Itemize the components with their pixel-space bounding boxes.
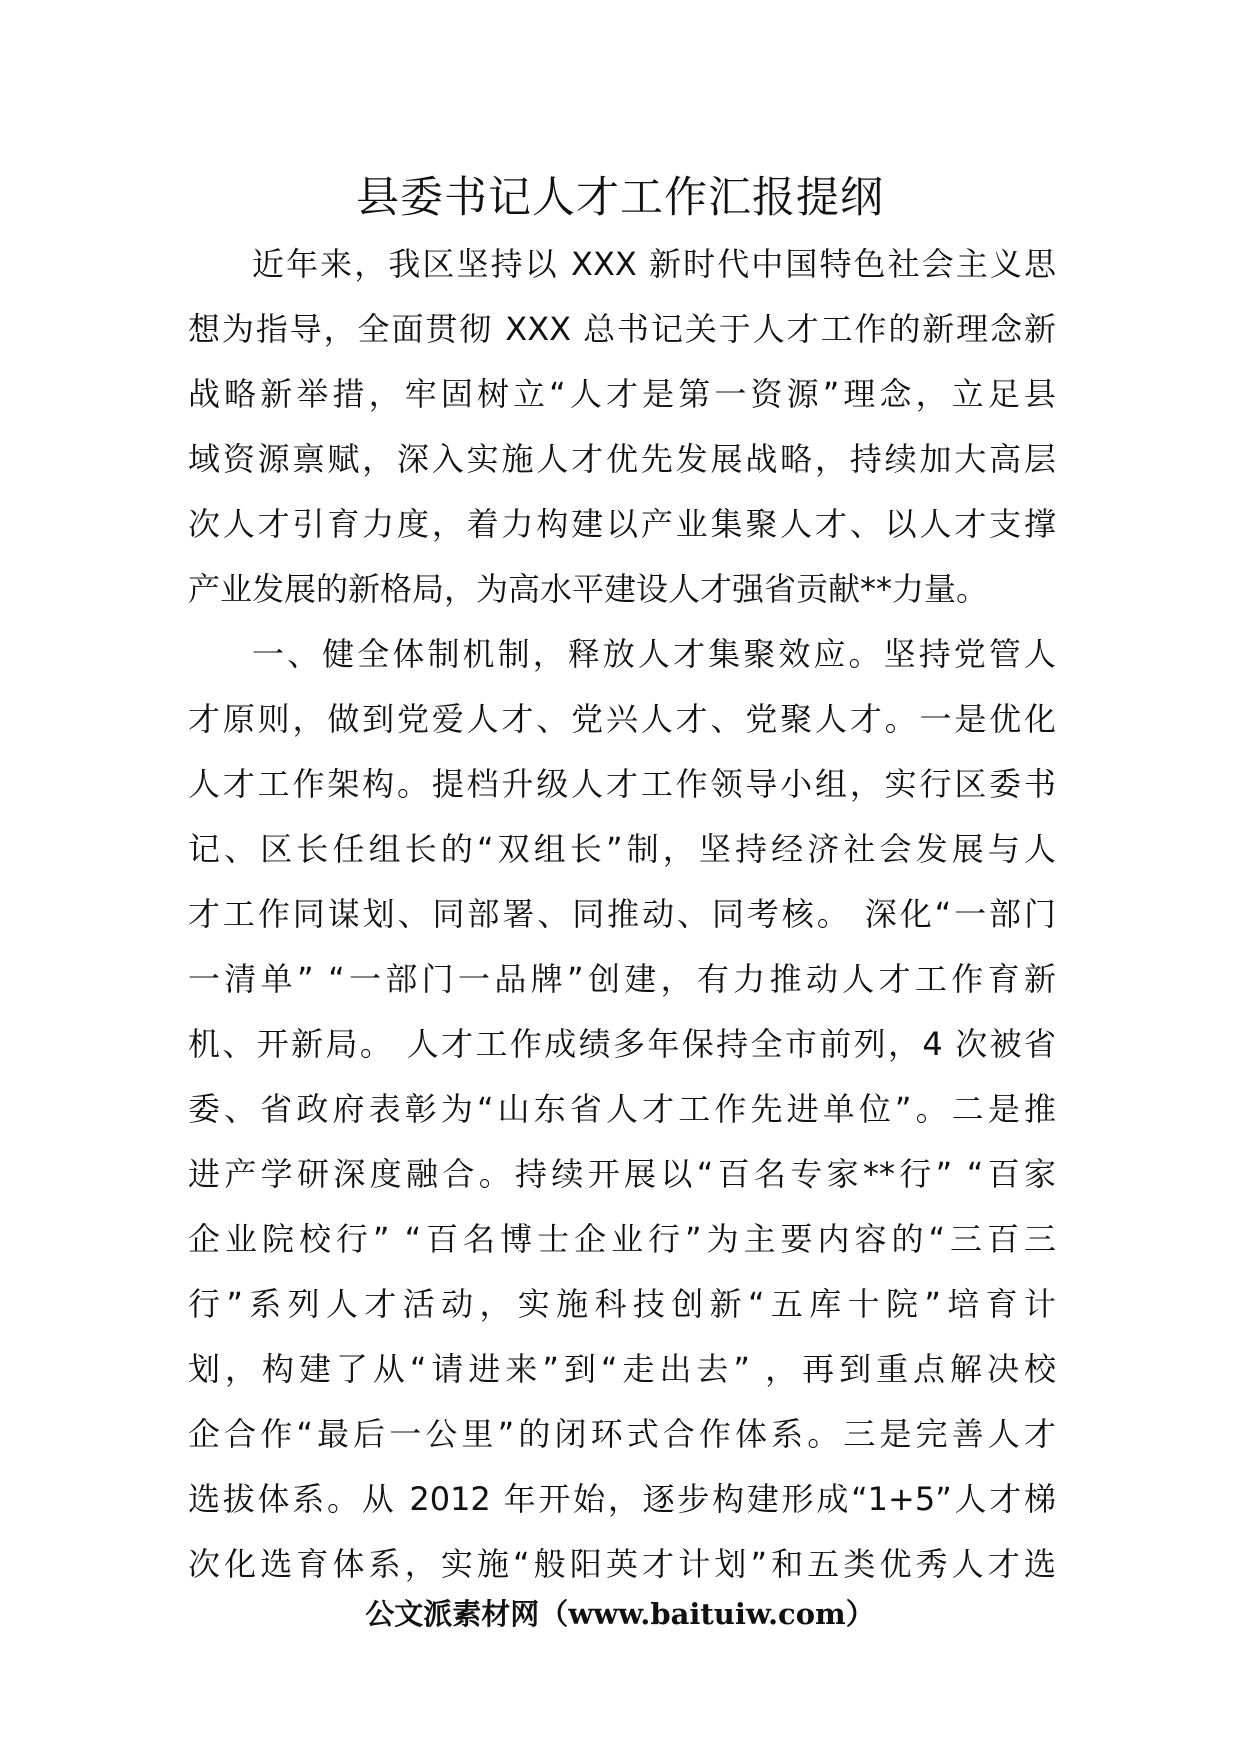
text-line: 近年来，我区坚持以 XXX 新时代中国特色社会主义思 [252, 245, 1056, 283]
text-line: 产业发展的新格局，为高水平建设人才强省贡献**力量。 [188, 570, 989, 608]
text-line: 行”系列人才活动，实施科技创新“五库十院”培育计 [188, 1285, 1056, 1323]
text-line: 战略新举措，牢固树立“人才是第一资源”理念，立足县 [188, 375, 1056, 413]
text-line: 次化选育体系，实施“般阳英才计划”和五类优秀人才选 [188, 1545, 1056, 1583]
text-line: 一清单” “一部门一品牌”创建，有力推动人才工作育新 [188, 960, 1056, 998]
text-line: 委、省政府表彰为“山东省人才工作先进单位”。二是推 [188, 1090, 1056, 1128]
text-line: 一、健全体制机制，释放人才集聚效应。坚持党管人 [252, 635, 1056, 673]
text-line: 记、区长任组长的“双组长”制，坚持经济社会发展与人 [188, 830, 1056, 868]
text-line: 企合作“最后一公里”的闭环式合作体系。三是完善人才 [188, 1415, 1056, 1453]
text-line: 机、开新局。 人才工作成绩多年保持全市前列，4 次被省 [188, 1025, 1056, 1063]
text-line: 才工作同谋划、同部署、同推动、同考核。 深化“一部门 [188, 895, 1056, 933]
text-line: 企业院校行” “百名博士企业行”为主要内容的“三百三 [188, 1220, 1056, 1258]
text-line: 才原则，做到党爱人才、党兴人才、党聚人才。一是优化 [188, 700, 1056, 738]
text-line: 想为指导，全面贯彻 XXX 总书记关于人才工作的新理念新 [188, 310, 1056, 348]
document-title: 县委书记人才工作汇报提纲 [356, 173, 884, 223]
text-line: 进产学研深度融合。持续开展以“百名专家**行” “百家 [188, 1155, 1056, 1193]
paragraph-section-one [188, 622, 1056, 1597]
text-line: 次人才引育力度，着力构建以产业集聚人才、以人才支撑 [188, 505, 1056, 543]
text-line: 人才工作架构。提档升级人才工作领导小组，实行区委书 [188, 765, 1056, 803]
document-body [188, 232, 1056, 1597]
text-line: 域资源禀赋，深入实施人才优先发展战略，持续加大高层 [188, 440, 1056, 478]
text-line: 选拔体系。从 2012 年开始，逐步构建形成“1+5”人才梯 [188, 1480, 1056, 1518]
text-line: 划，构建了从“请进来”到“走出去” ，再到重点解决校 [188, 1350, 1056, 1388]
paragraph-intro [188, 232, 1056, 622]
footer-watermark: 公文派素材网（www.baituiw.com） [365, 1597, 875, 1631]
